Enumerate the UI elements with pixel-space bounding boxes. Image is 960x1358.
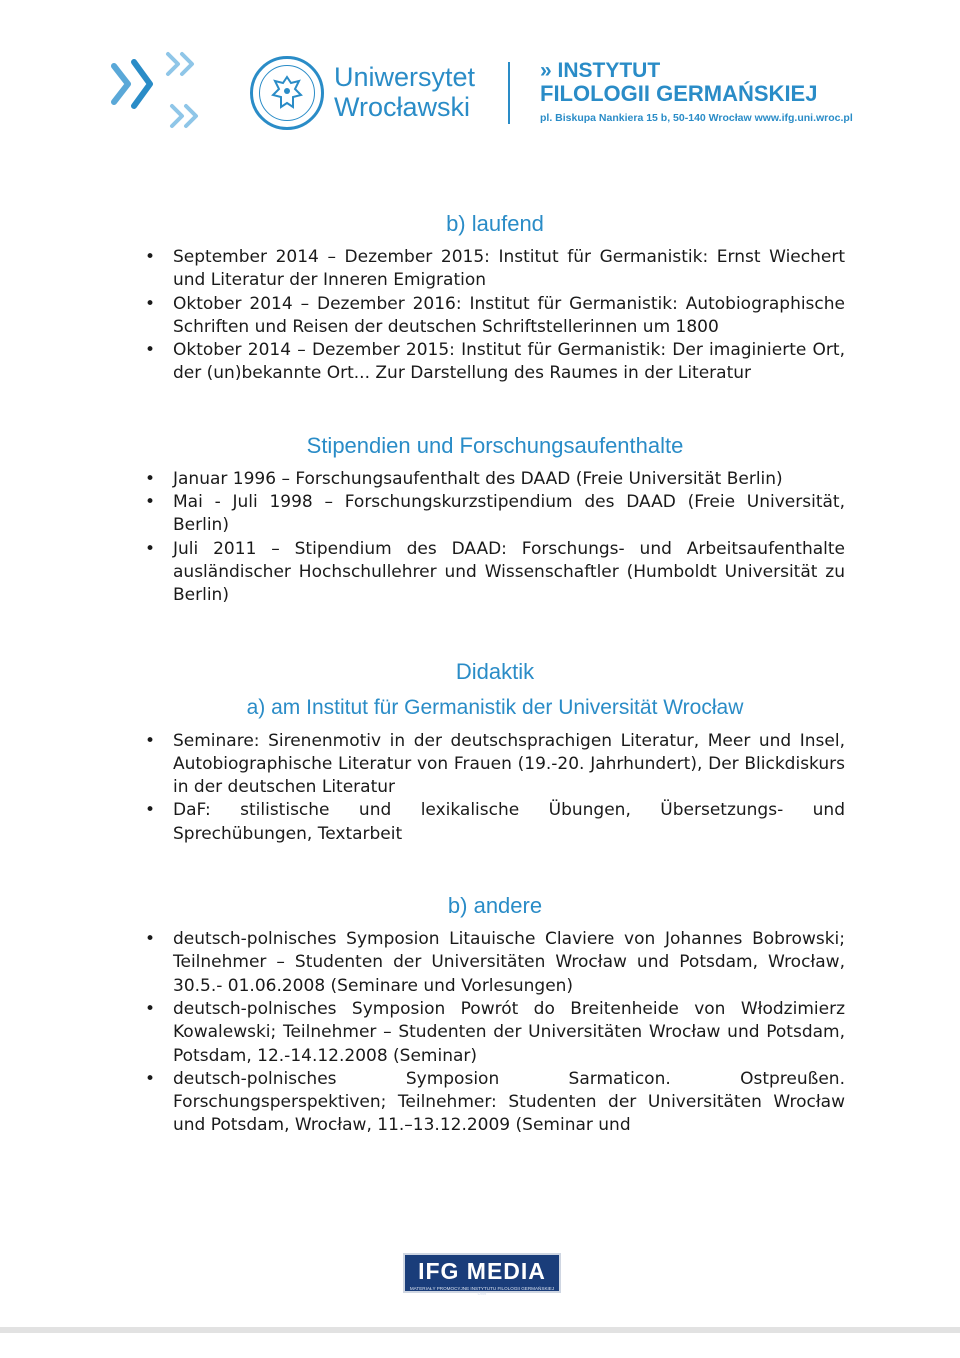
section-heading-andere: b) andere — [447, 893, 543, 919]
page-header — [0, 0, 960, 160]
list-item: • Oktober 2014 – Dezember 2015: Institut für Germanistik: Der imaginierte Ort, der (un)bekannte Ort... Zur Darstellung des Raumes in der Literatur — [145, 339, 845, 386]
list-item: • deutsch-polnisches Symposion Litauische Claviere von Johannes Bobrowski; Teilnehmer – Studenten der Universitäten Wrocław und Potsdam, Wrocław, 30.5.- 01.06.2008 (Seminare und Vorlesungen) — [145, 928, 845, 998]
university-seal-icon — [250, 56, 324, 130]
institute-line2: FILOLOGII GERMAŃSKIEJ — [540, 81, 818, 106]
institute-address: pl. Biskupa Nankiera 15 b, 50-140 Wrocław www.ifg.uni.wroc.pl — [540, 112, 853, 124]
header-divider — [508, 62, 510, 124]
list-item: • Januar 1996 – Forschungsaufenthalt des DAAD (Freie Universität Berlin) — [145, 468, 845, 491]
list-item: • Juli 2011 – Stipendium des DAAD: Forschungs- und Arbeitsaufenthalte ausländischer Hochschullehrer und Wissenschaftler (Humboldt Universität zu Berlin) — [145, 538, 845, 608]
section-subheading-institut: a) am Institut für Germanistik der Universität Wrocław — [246, 695, 744, 719]
institute-logo — [540, 60, 853, 124]
university-name-line1: Uniwersytet — [334, 62, 476, 92]
university-name-line2: Wrocławski — [334, 92, 471, 122]
ifg-media-logo-text: IFG MEDIA — [418, 1258, 546, 1284]
list-item: • DaF: stilistische und lexikalische Übungen, Übersetzungs- und Sprechübungen, Textarbeit — [145, 799, 845, 846]
list-stipendien — [145, 468, 845, 608]
section-heading-stipendien: Stipendien und Forschungsaufenthalte — [306, 432, 684, 458]
institute-line1: » INSTYTUT — [540, 59, 661, 82]
list-andere — [145, 928, 845, 1138]
main-content — [145, 210, 845, 1138]
section-heading-laufend: b) laufend — [446, 211, 544, 236]
list-didaktik — [145, 730, 845, 846]
ifg-media-logo — [403, 1253, 561, 1296]
university-name — [334, 62, 475, 122]
list-item: • Oktober 2014 – Dezember 2016: Institut für Germanistik: Autobiographische Schriften und Reisen der deutschen Schriftstellerinnen um 1800 — [145, 293, 845, 340]
section-heading-didaktik: Didaktik — [455, 658, 535, 684]
ifg-media-logo-subtext: MATERIAŁY PROMOCYJNE INSTYTUTU FILOLOGII GERMAŃSKIEJ UWr — [409, 1286, 555, 1296]
chevron-logo-icon — [108, 48, 208, 138]
list-item: • deutsch-polnisches Symposion Powrót do Breitenheide von Włodzimierz Kowalewski; Teilnehmer – Studenten der Universitäten Wrocław und Potsdam, Potsdam, 12.-14.12.2008 (Seminar) — [145, 998, 845, 1068]
list-laufend — [145, 246, 845, 386]
list-item: • deutsch-polnisches Symposion Sarmaticon. Ostpreußen. Forschungsperspektiven; Teilnehmer: Studenten der Universitäten Wrocław und Potsdam, Wrocław, 11.–13.12.2009 (Seminar und — [145, 1068, 845, 1138]
list-item: • September 2014 – Dezember 2015: Institut für Germanistik: Ernst Wiechert und Literatur der Inneren Emigration — [145, 246, 845, 293]
list-item: • Mai - Juli 1998 – Forschungskurzstipendium des DAAD (Freie Universität, Berlin) — [145, 491, 845, 538]
list-item: • Seminare: Sirenenmotiv in der deutschsprachigen Literatur, Meer und Insel, Autobiographische Literatur von Frauen (19.-20. Jahrhundert), Der Blickdiskurs in der deutschen Literatur — [145, 730, 845, 800]
footer-line — [0, 1327, 960, 1333]
